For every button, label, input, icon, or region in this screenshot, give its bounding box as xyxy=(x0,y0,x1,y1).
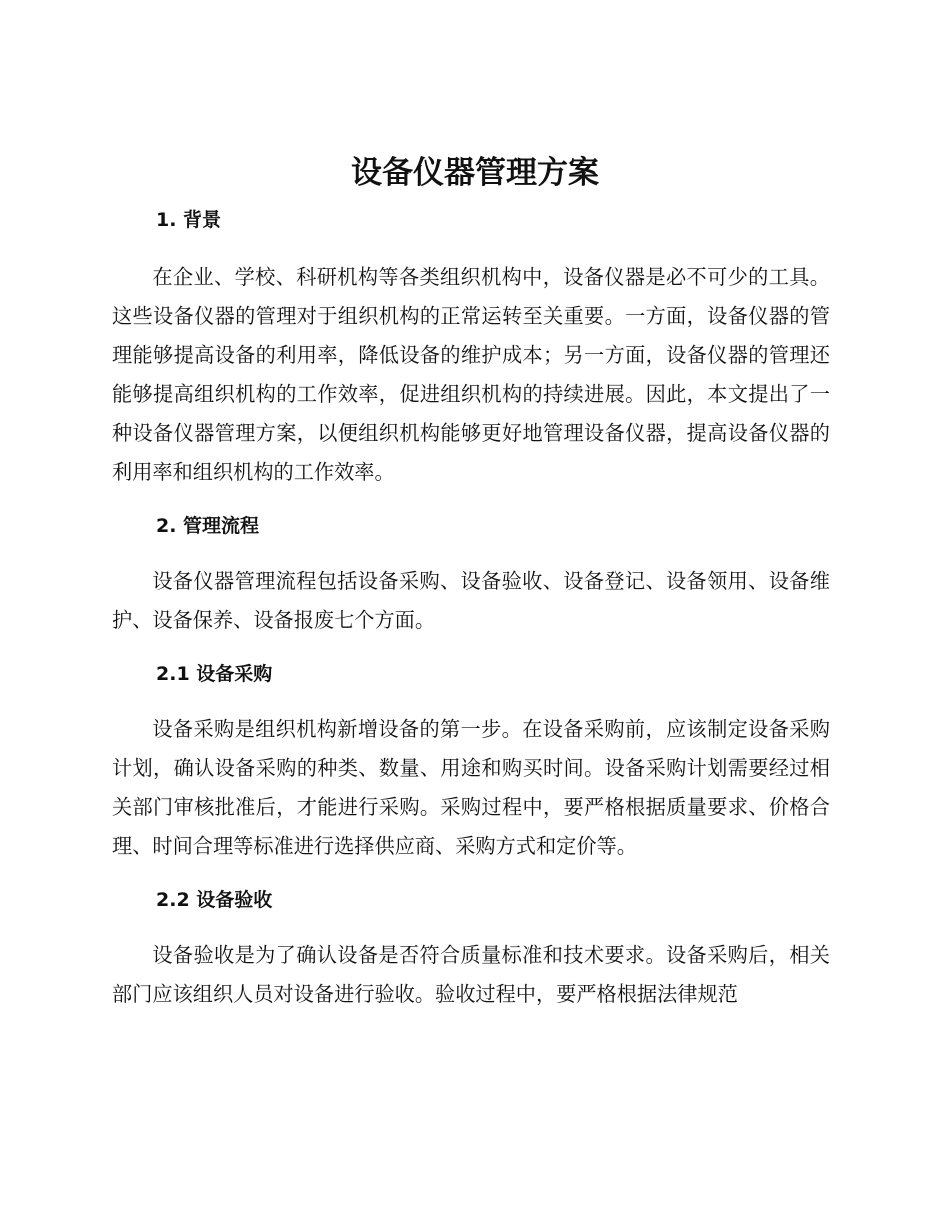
section-paragraph-equipment-acceptance: 设备验收是为了确认设备是否符合质量标准和技术要求。设备采购后，相关部门应该组织人员对设备进行验收。验收过程中，要严格根据法律规范 xyxy=(112,943,830,1006)
section-heading-management-process: 2. 管理流程 xyxy=(156,515,260,537)
section-heading-equipment-procurement: 2.1 设备采购 xyxy=(156,663,273,685)
document-body xyxy=(112,200,830,1014)
section-heading-equipment-acceptance: 2.2 设备验收 xyxy=(156,889,273,911)
section-paragraph-management-process: 设备仪器管理流程包括设备采购、设备验收、设备登记、设备领用、设备维护、设备保养、设备报废七个方面。 xyxy=(112,569,830,632)
section-heading-background: 1. 背景 xyxy=(156,209,222,231)
section-paragraph-background: 在企业、学校、科研机构等各类组织机构中，设备仪器是必不可少的工具。这些设备仪器的管理对于组织机构的正常运转至关重要。一方面，设备仪器的管理能够提高设备的利用率，降低设备的维护成本；另一方面，设备仪器的管理还能够提高组织机构的工作效率，促进组织机构的持续进展。因此，本文提出了一种设备仪器管理方案，以便组织机构能够更好地管理设备仪器，提高设备仪器的利用率和组织机构的工作效率。 xyxy=(112,265,830,484)
document-title: 设备仪器管理方案 xyxy=(351,155,599,191)
section-paragraph-equipment-procurement: 设备采购是组织机构新增设备的第一步。在设备采购前，应该制定设备采购计划，确认设备采购的种类、数量、用途和购买时间。设备采购计划需要经过相关部门审核批准后，才能进行采购。采购过程中，要严格根据质量要求、价格合理、时间合理等标准进行选择供应商、采购方式和定价等。 xyxy=(112,717,830,858)
